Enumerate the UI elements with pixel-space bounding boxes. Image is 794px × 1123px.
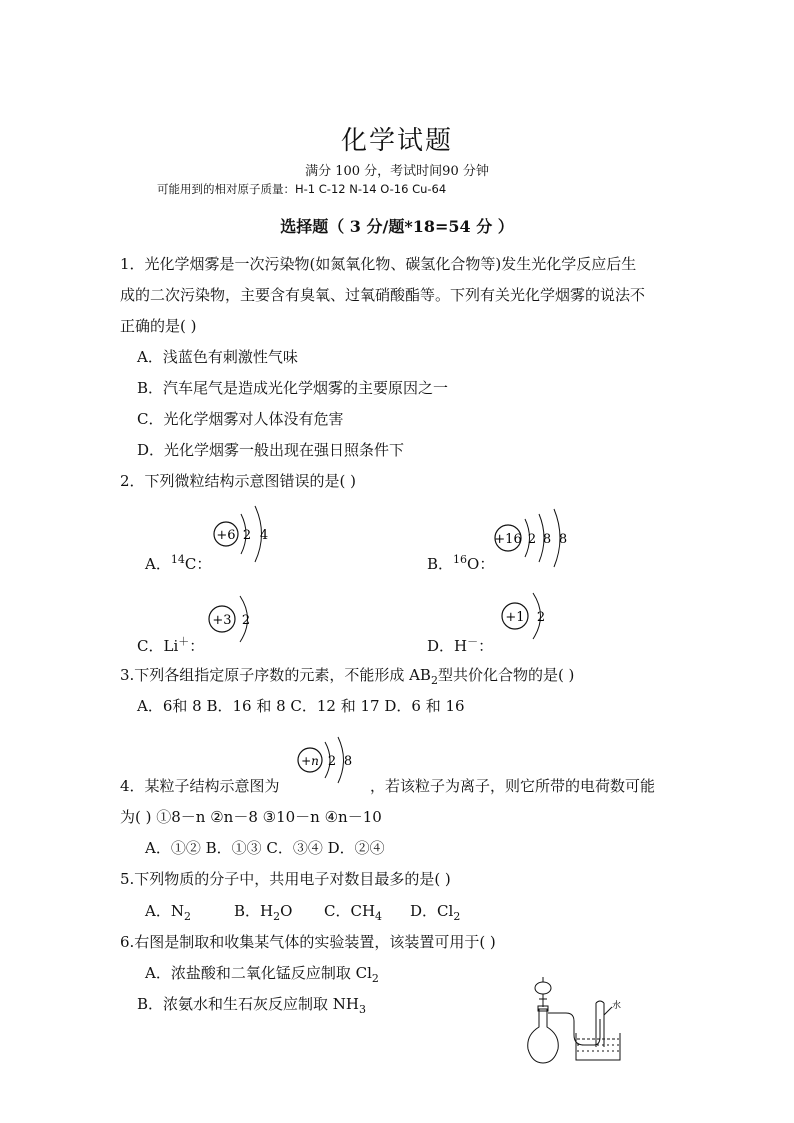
label-leader	[604, 1007, 612, 1015]
nucleus-charge: +3	[212, 613, 232, 628]
q2-stem: 2．下列微粒结构示意图错误的是( )	[120, 472, 357, 490]
delivery-tube	[548, 1013, 600, 1045]
q3-stem	[120, 664, 574, 687]
atomic-masses: 可能用到的相对原子质量：H-1 C-12 N-14 O-16 Cu-64	[157, 182, 447, 196]
q2-d-charge: －	[467, 635, 479, 648]
funnel-bulb	[535, 982, 551, 994]
q2-option-c-label	[137, 633, 204, 656]
shell-electrons: 8	[542, 532, 552, 547]
q4-stem-line2: 为( ) ①8－n ②n－8 ③10－n ④n－10	[120, 808, 382, 826]
page-title: 化学试题	[340, 126, 453, 156]
q2-b-isotope: 16	[453, 553, 468, 566]
q2-b-atom-diagram	[490, 505, 580, 569]
q2-option-a-label	[145, 553, 211, 574]
q2-a-symbol: C：	[184, 555, 212, 573]
q5-b-sub: 2	[273, 910, 281, 923]
q5-b-text: B．H	[234, 902, 274, 920]
round-flask	[528, 1009, 559, 1063]
nucleus-charge: +1	[505, 610, 525, 625]
q2-b-letter: B．	[427, 555, 454, 573]
q6-a-sub: 2	[371, 972, 379, 985]
q6-option-a	[145, 962, 379, 985]
q2-d-symbol: ：	[478, 637, 494, 655]
q2-b-symbol: O：	[467, 555, 495, 573]
q2-a-letter: A．	[145, 555, 171, 573]
shell-electrons: 4	[259, 528, 269, 543]
q4-options: A．①② B．①③ C．③④ D．②④	[145, 839, 385, 857]
shell-electrons: 2	[241, 613, 251, 628]
q2-a-isotope: 14	[170, 553, 185, 566]
q6-b-text: B．浓氨水和生石灰反应制取 NH	[137, 995, 359, 1013]
nucleus-charge: +16	[494, 532, 522, 547]
q2-d-atom-diagram	[493, 588, 563, 648]
q2-c-letter: C．Li	[137, 637, 179, 655]
q5-c-text: C．CH	[324, 902, 376, 920]
shell-electrons: 2	[536, 610, 546, 625]
q2-a-atom-diagram	[205, 500, 285, 570]
shell-electrons: 8	[343, 754, 353, 769]
q6-stem: 6.右图是制取和收集某气体的实验装置，该装置可用于( )	[120, 933, 496, 951]
q5-stem: 5.下列物质的分子中，共用电子对数目最多的是( )	[120, 870, 451, 888]
q1-option-d: D．光化学烟雾一般出现在强日照条件下	[137, 441, 405, 459]
q1-stem-line2: 成的二次污染物，主要含有臭氧、过氧硝酸酯等。下列有关光化学烟雾的说法不	[120, 286, 646, 304]
shell-electrons: 2	[527, 532, 537, 547]
q1-option-b: B．汽车尾气是造成光化学烟雾的主要原因之一	[137, 379, 449, 397]
exam-info: 满分 100 分，考试时间90 分钟	[305, 164, 489, 179]
q6-a-text: A．浓盐酸和二氧化锰反应制取 Cl	[145, 964, 372, 982]
shell-arc	[338, 737, 344, 783]
water-trough	[576, 1033, 620, 1060]
shell-electrons: 2	[242, 528, 252, 543]
shell-electrons: 8	[558, 532, 568, 547]
q1-option-c: C．光化学烟雾对人体没有危害	[137, 410, 344, 428]
q6-option-b	[137, 993, 366, 1016]
q2-c-symbol: ：	[189, 637, 205, 655]
q4-stem-line1-end: ，若该粒子为离子，则它所带的电荷数可能	[370, 777, 656, 795]
q5-b-end: O	[280, 902, 293, 920]
q4-stem-line1-start: 4．某粒子结构示意图为	[120, 777, 280, 795]
q5-d-text: D．Cl	[410, 902, 454, 920]
q1-stem-line3: 正确的是( )	[120, 317, 197, 335]
q5-c-sub: 4	[375, 910, 383, 923]
q2-c-atom-diagram	[200, 590, 270, 650]
q3-options: A．6和 8 B．16 和 8 C．12 和 17 D．6 和 16	[137, 697, 465, 715]
q2-option-b-label	[427, 553, 494, 574]
q5-option-d	[410, 900, 460, 923]
q1-option-a: A．浅蓝色有刺激性气味	[137, 348, 298, 366]
q5-d-sub: 2	[453, 910, 461, 923]
q5-option-b	[234, 900, 292, 923]
q6-b-sub: 3	[359, 1003, 366, 1016]
q4-particle-diagram	[293, 735, 363, 791]
q1-stem-line1: 1．光化学烟雾是一次污染物(如氮氧化物、碳氢化合物等)发生光化学反应后生	[120, 255, 637, 273]
q3-subscript: 2	[430, 674, 438, 687]
q2-option-d-label	[427, 633, 493, 656]
water-label: 水	[612, 1001, 622, 1011]
q5-option-a	[145, 900, 191, 923]
q3-stem-text: 3.下列各组指定原子序数的元素，不能形成 AB	[120, 666, 431, 684]
q2-d-letter: D．H	[427, 637, 468, 655]
q5-option-c	[324, 900, 382, 923]
shell-electrons: 2	[327, 754, 337, 769]
q3-stem-end: 型共价化合物的是( )	[437, 666, 575, 684]
q2-c-charge: ＋	[178, 635, 190, 648]
q5-a-sub: 2	[183, 910, 191, 923]
q6-apparatus-figure	[520, 975, 630, 1070]
nucleus-charge: +6	[216, 528, 236, 543]
q5-a-text: A．N	[145, 902, 184, 920]
section-heading: 选择题（ 3 分/题*18=54 分 ）	[280, 217, 514, 236]
nucleus-charge: +n	[301, 754, 319, 768]
